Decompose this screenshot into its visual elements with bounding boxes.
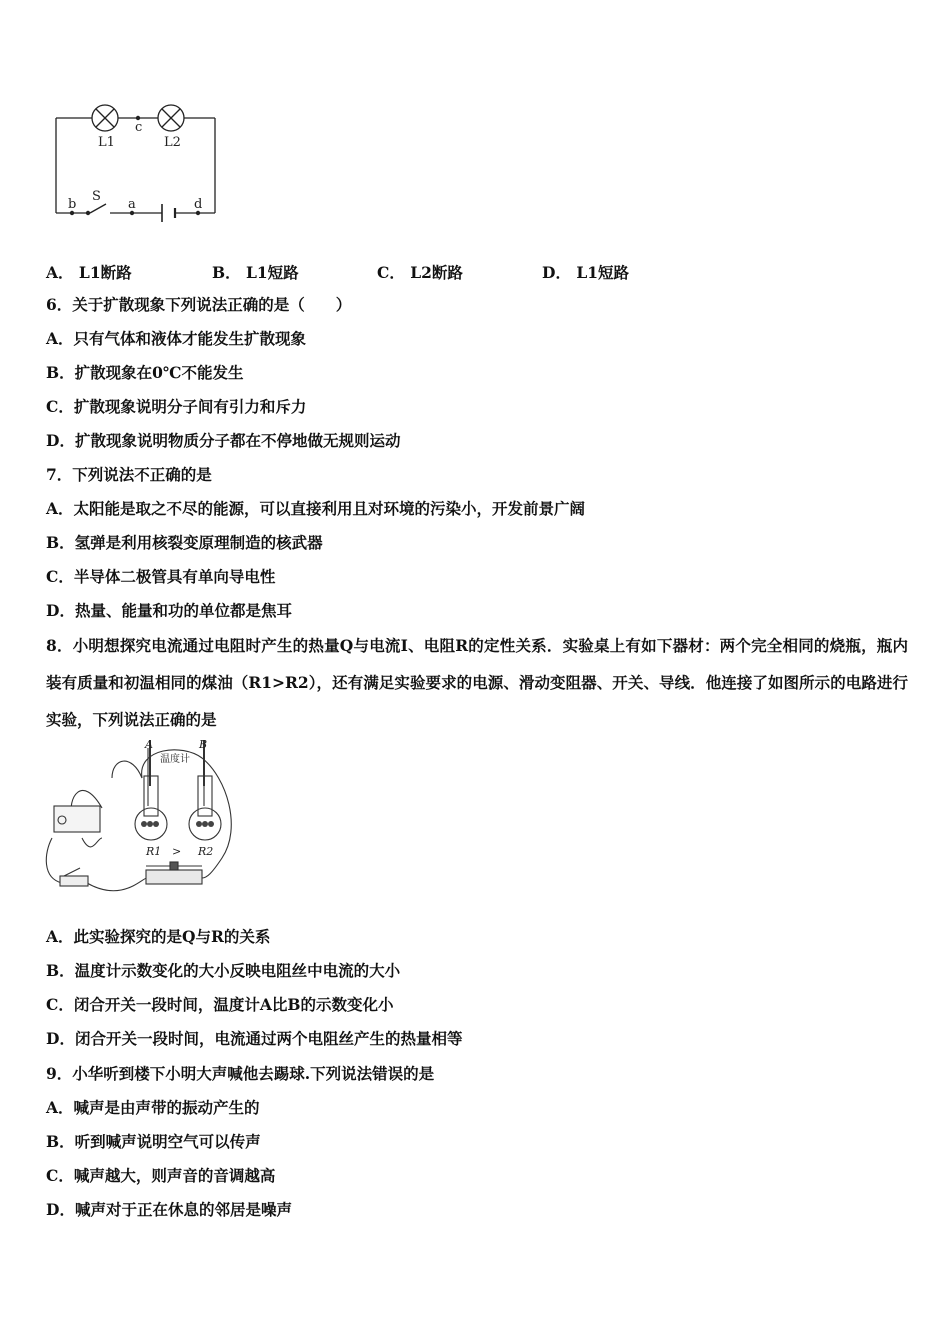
rheostat-icon [146,870,202,884]
q9-stem: 9．小华听到楼下小明大声喊他去踢球.下列说法错误的是 [46,1064,435,1083]
q7-option-b: B．氢弹是利用核裂变原理制造的核武器 [46,533,323,552]
experiment-apparatus-diagram [42,738,242,908]
q8-stem: 8．小明想探究电流通过电阻时产生的热量Q与电流I、电阻R的定性关系．实验桌上有如下器材：两个完全相同的烧瓶，瓶内装有质量和初温相同的煤油（R1>R2），还有满足实验要求的电源、滑动变阻器、开关、导线．他连接了如图所示的电路进行实验，下列说法正确的是 [46,636,908,729]
q5-option-a: A． L1断路 [46,263,132,282]
q9-option-a: A．喊声是由声带的振动产生的 [46,1098,260,1117]
q6-option-a: A．只有气体和液体才能发生扩散现象 [46,329,307,348]
q9-option-b: B．听到喊声说明空气可以传声 [46,1132,261,1151]
label-a: a [128,197,136,212]
q5-option-b: B． L1短路 [212,263,299,282]
q7-option-d: D．热量、能量和功的单位都是焦耳 [46,601,292,620]
q6-option-b: B．扩散现象在0℃不能发生 [46,363,244,382]
q6-option-d: D．扩散现象说明物质分子都在不停地做无规则运动 [46,431,401,450]
q7-option-c: C．半导体二极管具有单向导电性 [46,567,276,586]
lamp-l2-icon [158,105,184,131]
circuit-diagram [50,100,225,225]
power-supply-icon [54,806,100,832]
thermometer-label: 温度计 [160,754,190,765]
label-b: b [68,197,77,212]
thermometer-a-label: A [145,738,153,751]
q6-option-c: C．扩散现象说明分子间有引力和斥力 [46,397,307,416]
q7-stem: 7．下列说法不正确的是 [46,465,212,484]
resistor-r1-label: R1 [146,845,162,858]
q6-stem: 6．关于扩散现象下列说法正确的是（ ） [46,295,352,314]
label-l1: L1 [98,135,115,150]
q8-option-b: B．温度计示数变化的大小反映电阻丝中电流的大小 [46,961,401,980]
q8-option-c: C．闭合开关一段时间，温度计A比B的示数变化小 [46,995,394,1014]
label-d: d [194,197,203,212]
switch-icon [60,876,88,886]
q5-option-d: D． L1短路 [542,263,630,282]
label-s: S [92,189,101,204]
q9-option-d: D．喊声对于正在休息的邻居是噪声 [46,1200,292,1219]
q8-option-a: A．此实验探究的是Q与R的关系 [46,927,271,946]
lamp-l1-icon [92,105,118,131]
label-l2: L2 [164,135,181,150]
q7-option-a: A．太阳能是取之不尽的能源，可以直接利用且对环境的污染小，开发前景广阔 [46,499,586,518]
comparison-label: > [172,845,182,858]
q9-option-c: C．喊声越大，则声音的音调越高 [46,1166,276,1185]
label-c: c [135,120,143,135]
resistor-r2-label: R2 [198,845,214,858]
q5-option-c: C． L2断路 [377,263,463,282]
thermometer-b-label: B [199,738,208,751]
q8-option-d: D．闭合开关一段时间，电流通过两个电阻丝产生的热量相等 [46,1029,463,1048]
